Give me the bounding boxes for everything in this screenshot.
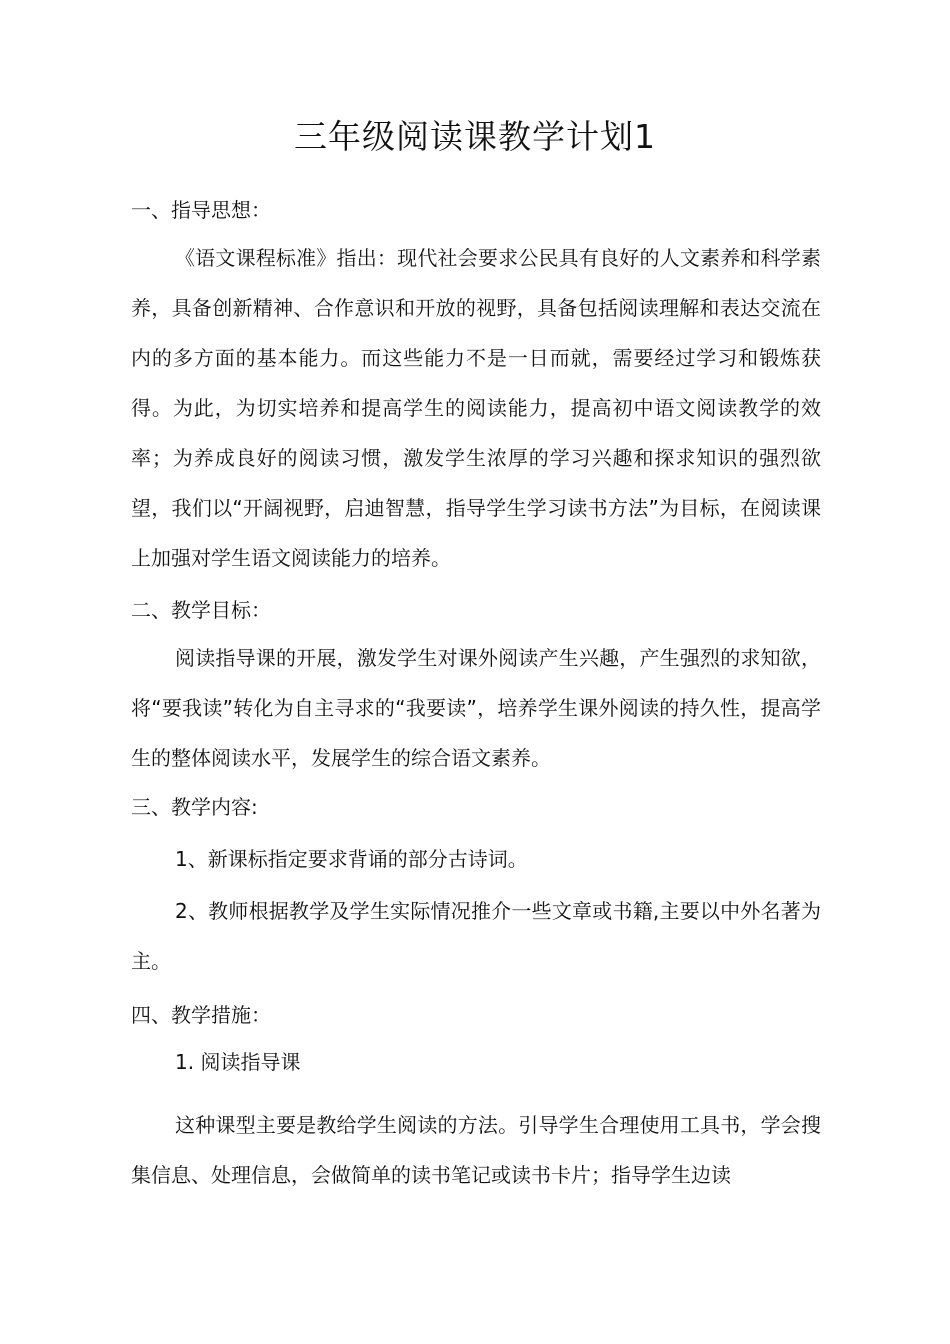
section-guiding-thought (131, 195, 821, 583)
section-heading: 一、指导思想： (131, 198, 271, 222)
section-teaching-content (131, 792, 821, 986)
section-heading: 三、教学内容: (131, 795, 258, 819)
section-heading: 二、教学目标： (131, 598, 271, 622)
section-paragraph: 《语文课程标准》指出：现代社会要求公民具有良好的人文素养和科学素养，具备创新精神、合作意识和开放的视野，具备包括阅读理解和表达交流在内的多方面的基本能力。而这些能力不是一日而就，需要经过学习和锻炼获得。为此，为切实培养和提高学生的阅读能力，提高初中语文阅读教学的效率；为养成良好的阅读习惯，激发学生浓厚的学习兴趣和探求知识的强烈欲望，我们以“开阔视野，启迪智慧，指导学生学习读书方法”为目标，在阅读课上加强对学生语文阅读能力的培养。 (131, 246, 821, 570)
section-paragraph: 阅读指导课的开展，激发学生对课外阅读产生兴趣，产生强烈的求知欲，将“要我读”转化为自主寻求的“我要读”，培养学生课外阅读的持久性，提高学生的整体阅读水平，发展学生的综合语文素养。 (131, 646, 821, 770)
section-teaching-measures (131, 1000, 821, 1200)
section-paragraph: 这种课型主要是教给学生阅读的方法。引导学生合理使用工具书，学会搜集信息、处理信息，会做简单的读书笔记或读书卡片；指导学生边读 (131, 1113, 821, 1187)
list-item: 2、教师根据教学及学生实际情况推介一些文章或书籍,主要以中外名著为主。 (131, 899, 821, 973)
section-heading: 四、教学措施： (131, 1003, 271, 1027)
section-teaching-goals (131, 595, 821, 783)
list-item: 1. 阅读指导课 (175, 1050, 301, 1074)
page-title: 三年级阅读课教学计划1 (294, 117, 656, 156)
list-item: 1、新课标指定要求背诵的部分古诗词。 (175, 847, 528, 871)
